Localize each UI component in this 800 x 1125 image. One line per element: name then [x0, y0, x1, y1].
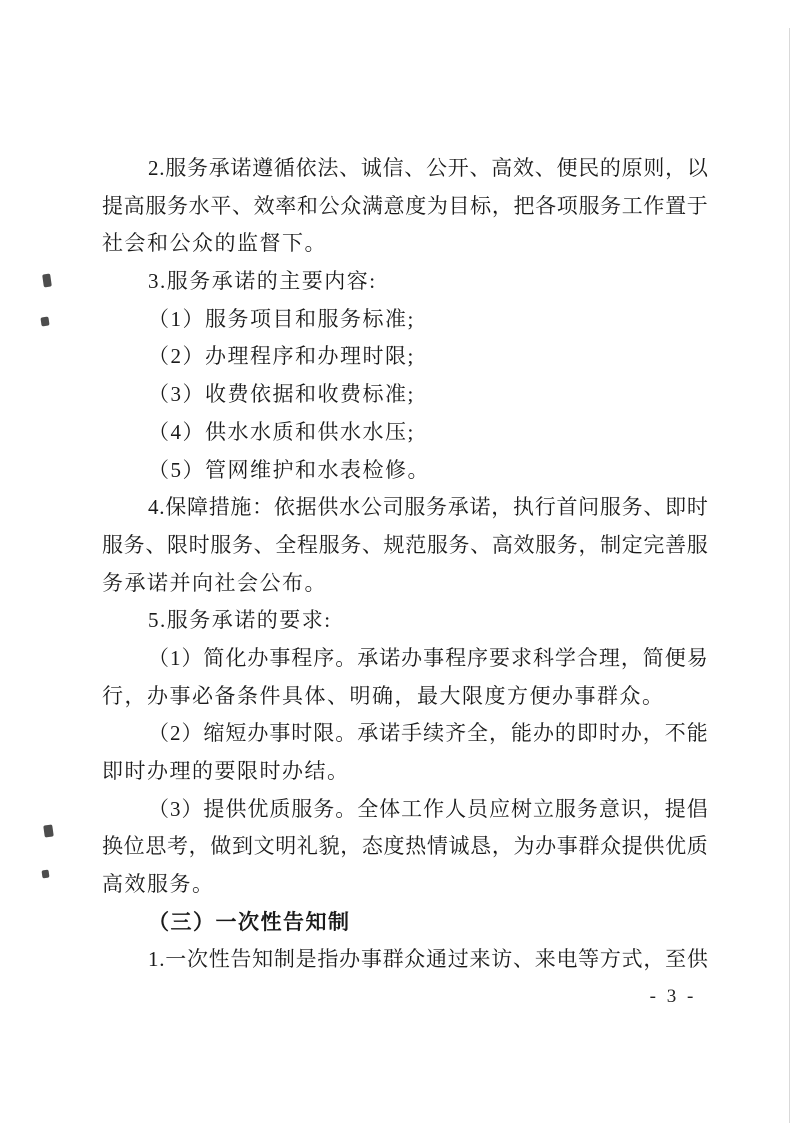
scan-speck: [40, 316, 49, 326]
scan-speck: [43, 824, 54, 837]
text-line: 服 务 、 限 时 服 务 、 全 程 服 务 、 规 范 服 务 、 高 效 服 务 ， 制 定 完 善 服: [102, 532, 708, 557]
text-line: （3）收费依据和收费标准;: [148, 382, 415, 407]
scan-edge-line: [789, 28, 790, 1123]
page-number: - 3 -: [649, 986, 697, 1007]
document-body: [102, 150, 708, 979]
text-line: （4）供水水质和供水水压;: [148, 419, 415, 444]
text-line: 5.服务承诺的要求:: [148, 608, 332, 633]
text-line: 3.服务承诺的主要内容:: [148, 269, 377, 294]
text-line: 2 . 服 务 承 诺 遵 循 依 法 、 诚 信 、 公 开 、 高 效 、 便 民 的 原 则 ， 以: [148, 156, 708, 180]
text-line: 提 高 服 务 水 平 、 效 率 和 公 众 满 意 度 为 目 标 ， 把 各 项 服 务 工 作 置 于: [102, 193, 708, 218]
text-line: 社会和公众的监督下。: [102, 231, 327, 256]
scan-speck: [42, 274, 52, 288]
text-line: 务承诺并向社会公布。: [102, 570, 327, 595]
text-line: （ 3 ） 提 供 优 质 服 务 。 全 体 工 作 人 员 应 树 立 服 务 意 识 ， 提 倡: [148, 796, 708, 821]
text-line: （2）办理程序和办理时限;: [148, 344, 415, 369]
text-line: 换 位 思 考 ， 做 到 文 明 礼 貌 ， 态 度 热 情 诚 恳 ， 为 办 事 群 众 提 供 优 质: [102, 834, 708, 859]
section-heading: （三）一次性告知制: [148, 909, 351, 934]
text-line: 1 . 一 次 性 告 知 制 是 指 办 事 群 众 通 过 来 访 、 来 电 等 方 式 ， 至 供: [148, 947, 708, 972]
text-line: （1）服务项目和服务标准;: [148, 306, 415, 331]
text-line: 4 . 保 障 措 施 ： 依 据 供 水 公 司 服 务 承 诺 ， 执 行 首 问 服 务 、 即 时: [148, 495, 708, 520]
scan-speck: [41, 870, 49, 879]
text-line: 即时办理的要限时办结。: [102, 759, 350, 783]
text-line: （ 1 ） 简 化 办 事 程 序 。 承 诺 办 事 程 序 要 求 科 学 合 理 ， 简 便 易: [148, 645, 708, 670]
text-line: （ 2 ） 缩 短 办 事 时 限 。 承 诺 手 续 齐 全 ， 能 办 的 即 时 办 ， 不 能: [148, 721, 708, 746]
text-line: 高效服务。: [102, 872, 215, 897]
text-line: 行，办事必备条件具体、明确，最大限度方便办事群众。: [102, 683, 665, 708]
text-line: （5）管网维护和水表检修。: [148, 457, 430, 482]
